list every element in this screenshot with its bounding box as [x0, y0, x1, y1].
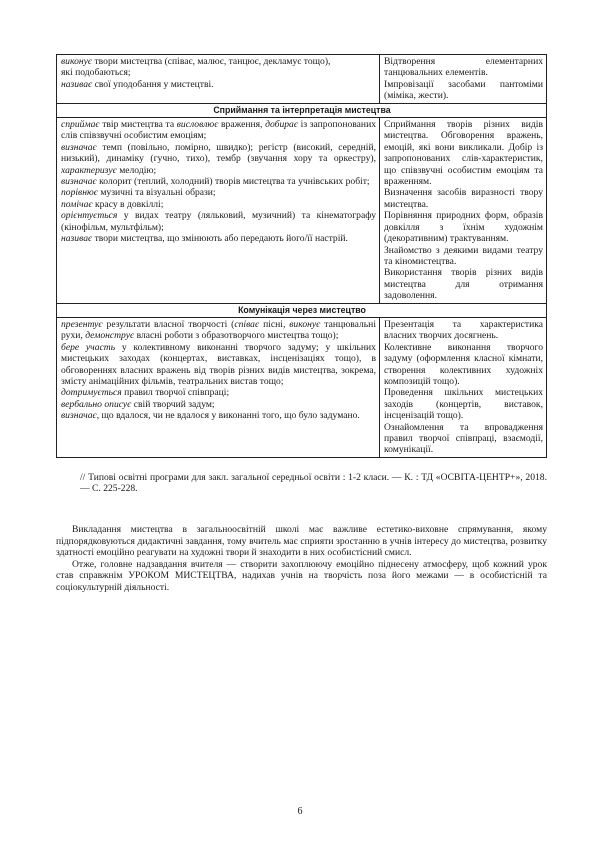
verb-emphasis: порівнює — [61, 187, 98, 199]
verb-emphasis: визначає — [61, 176, 97, 188]
text-segment: пісні, — [259, 318, 290, 330]
verb-emphasis: помічає — [61, 198, 93, 210]
cell-line — [384, 267, 543, 301]
text-segment: у колективному виконанні творчого задуму; у шкільних мистецьких заходах (концертах, виставках, інсценізаціях тощо), в обговореннях власних вражень від творів різних видів мистецтва, зокрема, змісту анімаційних фільмів, театральних вистав тощо; — [61, 341, 376, 387]
text-segment: власні роботи з образотворчого мистецтва тощо); — [134, 330, 339, 342]
cell-line — [61, 410, 376, 421]
cell-line — [384, 245, 543, 268]
cell-line — [61, 187, 376, 198]
section-heading: Комунікація через мистецтво — [57, 303, 547, 317]
cell-line — [384, 79, 543, 102]
cell-line — [61, 142, 376, 176]
cell-line — [61, 319, 376, 342]
cell-line — [384, 342, 543, 388]
text-segment: Ознайомлення та впровадження правил творчої співпраці, взаємодії, комунікації. — [384, 421, 543, 456]
text-segment: Сприймання творів різних видів мистецтва. Обговорення вражень, емоцій, які вони викликали. Добір із запропонованих слів-характеристик, що співзвучні особистим емоціям та враженням. — [384, 119, 543, 188]
verb-emphasis: визначає — [61, 141, 97, 153]
body-paragraph: Викладання мистецтва в загальноосвітній школі має важливе естетико-виховне спрямування, якому підпорядковуються дидактичні завдання, тому вчитель має сприяти зростанню в учнів інтересу до мистецтва, розвитку здатності емоційно реагувати на художні твори й знаходити в них особистісний смисл. — [56, 524, 547, 559]
curriculum-table — [56, 54, 547, 458]
verb-emphasis: співає — [234, 318, 260, 330]
text-segment: Колективне виконання творчого задуму (оформлення класної кімнати, створення колективних художніх композицій тощо). — [384, 341, 543, 387]
cell-line — [61, 67, 376, 78]
text-segment: у видах театру (ляльковий, музичний) та кінематографу (кінофільм, мультфільм); — [61, 210, 376, 233]
text-segment: твори мистецтва (співає, малює, танцює, декламує тощо), — [92, 56, 331, 67]
verb-emphasis: вербально описує — [61, 398, 132, 410]
content-cell — [380, 317, 547, 457]
verb-emphasis: сприймає — [61, 119, 100, 131]
text-segment: результати власної творчості ( — [102, 318, 235, 330]
body-paragraph: Отже, головне надзавдання вчителя — створити захоплюючу емоційно піднесену атмосферу, щоб кожний урок став справжнім УРОКОМ МИСТЕЦТВА, надихав учнів на творчість поза його межами — в особистісній та соціокультурній діяльності. — [56, 558, 547, 593]
cell-line — [61, 233, 376, 244]
text-segment: правил творчої співпраці; — [121, 387, 230, 399]
text-segment: враження, — [218, 119, 266, 131]
verb-emphasis: називає — [61, 78, 93, 90]
text-segment: Імпровізації засобами пантоміми (міміка, жести). — [384, 78, 543, 102]
section-heading: Сприймання та інтерпретація мистецтва — [57, 103, 547, 117]
cell-line — [61, 56, 376, 67]
cell-line — [61, 342, 376, 388]
document-page — [56, 54, 547, 594]
source-citation: // Типові освітні програми для закл. загальної середньої освіти : 1-2 класи. — К. : ТД «ОСВІТА-ЦЕНТР+», 2018. — С. 225-228. — [80, 471, 547, 495]
content-cell — [380, 118, 547, 304]
table-section-row — [57, 303, 547, 317]
text-segment: Визначення засобів виразності твору мистецтва. — [384, 187, 543, 210]
text-segment: свої уподобання у мистецтві. — [92, 78, 214, 90]
content-cell — [380, 55, 547, 104]
text-segment: Проведення шкільних мистецьких заходів (концертів, виставок, інсценізацій тощо). — [384, 387, 543, 422]
verb-emphasis: виконує — [61, 56, 93, 67]
verb-emphasis: презентує — [61, 318, 103, 330]
cell-line — [61, 79, 376, 90]
cell-line — [384, 210, 543, 244]
cell-line — [61, 399, 376, 410]
text-segment: , що вдалося, чи не вдалося у виконанні того, що було задумано. — [96, 410, 360, 422]
text-segment: Презентація та характеристика власних творчих досягнень. — [384, 318, 543, 342]
verb-emphasis: виконує — [289, 318, 321, 330]
text-segment: твори мистецтва, що змінюють або передають його/її настрій. — [92, 233, 348, 245]
text-segment: із запропонованих слів співзвучні особистим емоціям; — [61, 119, 376, 142]
text-segment: темп (повільно, помірно, швидко); регістр (високий, середній, низький), динаміку (гучно, тихо), тембр (звучання хору та оркестру), — [61, 141, 376, 165]
table-row — [57, 55, 547, 104]
cell-line — [61, 199, 376, 210]
text-segment: Знайомство з деякими видами театру та кіномистецтва. — [384, 244, 543, 267]
cell-line — [61, 119, 376, 142]
text-segment: твір мистецтва та — [99, 119, 177, 131]
text-segment: танцювальні рухи, — [61, 318, 376, 342]
verb-emphasis: характеризує — [61, 164, 117, 176]
cell-line — [384, 187, 543, 210]
verb-emphasis: дотримується — [61, 387, 122, 399]
cell-line — [384, 422, 543, 456]
cell-line — [384, 119, 543, 187]
cell-line — [384, 387, 543, 421]
text-segment: які подобаються; — [61, 67, 131, 79]
verb-emphasis: демонструє — [85, 330, 135, 342]
verb-emphasis: визначає — [61, 410, 97, 422]
text-segment: красу в довкіллі; — [92, 198, 164, 210]
text-segment: Використання творів різних видів мистецтва для отримання задоволення. — [384, 267, 543, 302]
verb-emphasis: називає — [61, 233, 93, 245]
outcomes-cell — [57, 55, 380, 104]
verb-emphasis: добирає — [265, 119, 299, 131]
cell-line — [384, 319, 543, 342]
page-number: 6 — [297, 806, 303, 817]
table-row — [57, 118, 547, 304]
cell-line — [61, 176, 376, 187]
curriculum-table-body — [57, 55, 547, 458]
cell-line — [384, 56, 543, 79]
cell-line — [61, 210, 376, 233]
table-section-row — [57, 103, 547, 117]
outcomes-cell — [57, 317, 380, 457]
outcomes-cell — [57, 118, 380, 304]
text-segment: колорит (теплий, холодний) творів мистецтва та учнівських робіт; — [96, 176, 370, 188]
text-segment: Порівняння природних форм, образів довкілля з їхнім художнім (декоративним) трактуванням. — [384, 210, 543, 245]
table-row — [57, 317, 547, 457]
text-segment: мелодію; — [116, 164, 157, 176]
text-segment: Відтворення елементарних танцювальних елементів. — [384, 56, 543, 79]
verb-emphasis: орієнтується — [61, 210, 118, 222]
verb-emphasis: бере участь — [61, 341, 116, 353]
text-segment: музичні та візуальні образи; — [97, 187, 216, 199]
text-segment: свій творчий задум; — [131, 398, 215, 410]
cell-line — [61, 387, 376, 398]
verb-emphasis: висловлює — [176, 119, 219, 131]
body-text — [56, 524, 547, 594]
